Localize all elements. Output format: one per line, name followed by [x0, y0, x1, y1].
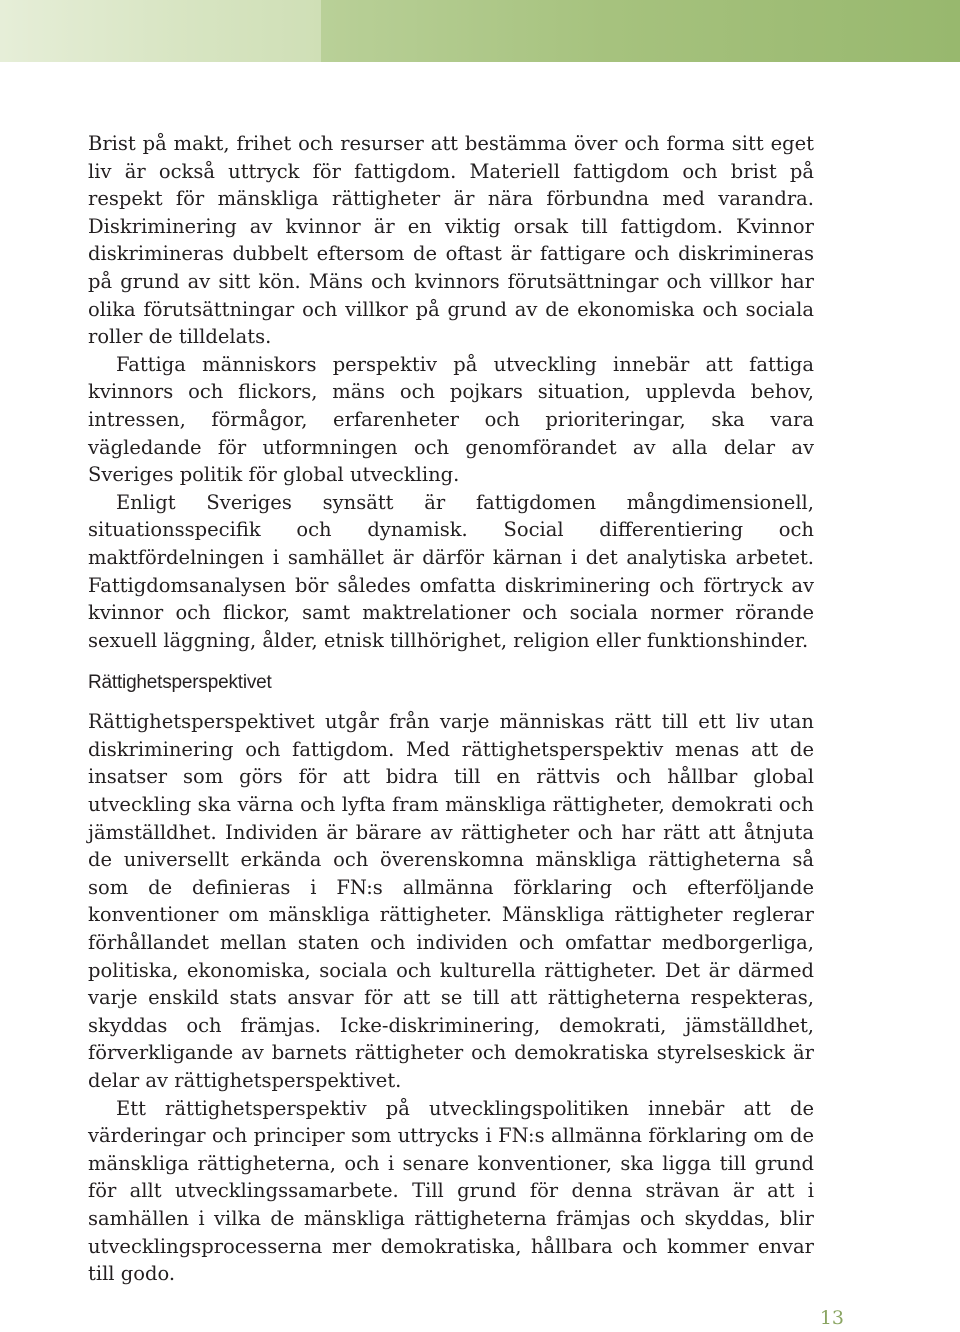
- section-heading: Rättighetsperspektivet: [88, 672, 272, 694]
- paragraph-multidimensional: Enligt Sveriges synsätt är fattigdomen mångdimensionell, situationsspecifik och dynamisk. Social differentiering och maktfördelningen i samhället är därför kärnan i det analytiska arbetet. Fattigdomsanalysen bör således omfatta diskriminering och förtryck av kvinnor och flickor, samt maktrelationer och sociala normer rörande sexuell läggning, ålder, etnisk tillhörighet, religion eller funktionshinder.: [88, 490, 814, 652]
- paragraph-poor-perspective: Fattiga människors perspektiv på utveckling innebär att fattiga kvinnors och flickors, mäns och pojkars situation, upplevda behov, intressen, förmågor, erfarenheter och prioriteringar, ska vara vägledande för utformningen och genomförandet av alla delar av Sveriges politik för global utveckling.: [88, 352, 814, 487]
- page-number: 13: [819, 1307, 844, 1329]
- paragraph-rights-development: Ett rättighetsperspektiv på utvecklingspolitiken innebär att de värderingar och principer som uttrycks i FN:s allmänna förklaring om de mänskliga rättigheterna, och i senare konventioner, ska ligga till grund för allt utvecklingssamarbete. Till grund för denna strävan är att i samhällen i vilka de mänskliga rättigheterna främjas och skyddas, blir utvecklingsprocesserna mer demokratiska, hållbara och kommer envar till godo.: [88, 1096, 814, 1286]
- page-body: [88, 130, 814, 1288]
- paragraph-poverty-intro: Brist på makt, frihet och resurser att bestämma över och forma sitt eget liv är också uttryck för fattigdom. Materiell fattigdom och brist på respekt för mänskliga rättigheter är nära förbundna med varandra. Diskriminering av kvinnor är en viktig orsak till fattigdom. Kvinnor diskrimineras dubbelt eftersom de oftast är fattigare och diskrimineras på grund av sitt kön. Mäns och kvinnors förutsättningar och villkor har olika förutsättningar och villkor på grund av de ekonomiska och sociala roller de tilldelats.: [88, 132, 814, 349]
- paragraph-rights-perspective: Rättighetsperspektivet utgår från varje människas rätt till ett liv utan diskriminering och fattigdom. Med rättighetsperspektiv menas att de insatser som görs för att bidra till en rättvis och hållbar global utveckling ska värna och lyfta fram mänskliga rättigheter, demokrati och jämställdhet. Individen är bärare av rättigheter och har rätt att åtnjuta de universellt erkända och överenskomna mänskliga rättigheterna så som de definieras i FN:s allmänna förklaring och efterföljande konventioner om mänskliga rättigheter. Mänskliga rättigheter reglerar förhållandet mellan staten och individen och omfattar medborgerliga, politiska, ekonomiska, sociala och kulturella rättigheter. Det är därmed varje enskild stats ansvar för att se till att rättigheterna respekteras, skyddas och främjas. Icke-diskriminering, demokrati, jämställdhet, förverkligande av barnets rättigheter och demokratiska styrelseskick är delar av rättighetsperspektivet.: [88, 710, 814, 1092]
- header-band-light: [0, 0, 321, 62]
- header-band-dark: [321, 0, 960, 62]
